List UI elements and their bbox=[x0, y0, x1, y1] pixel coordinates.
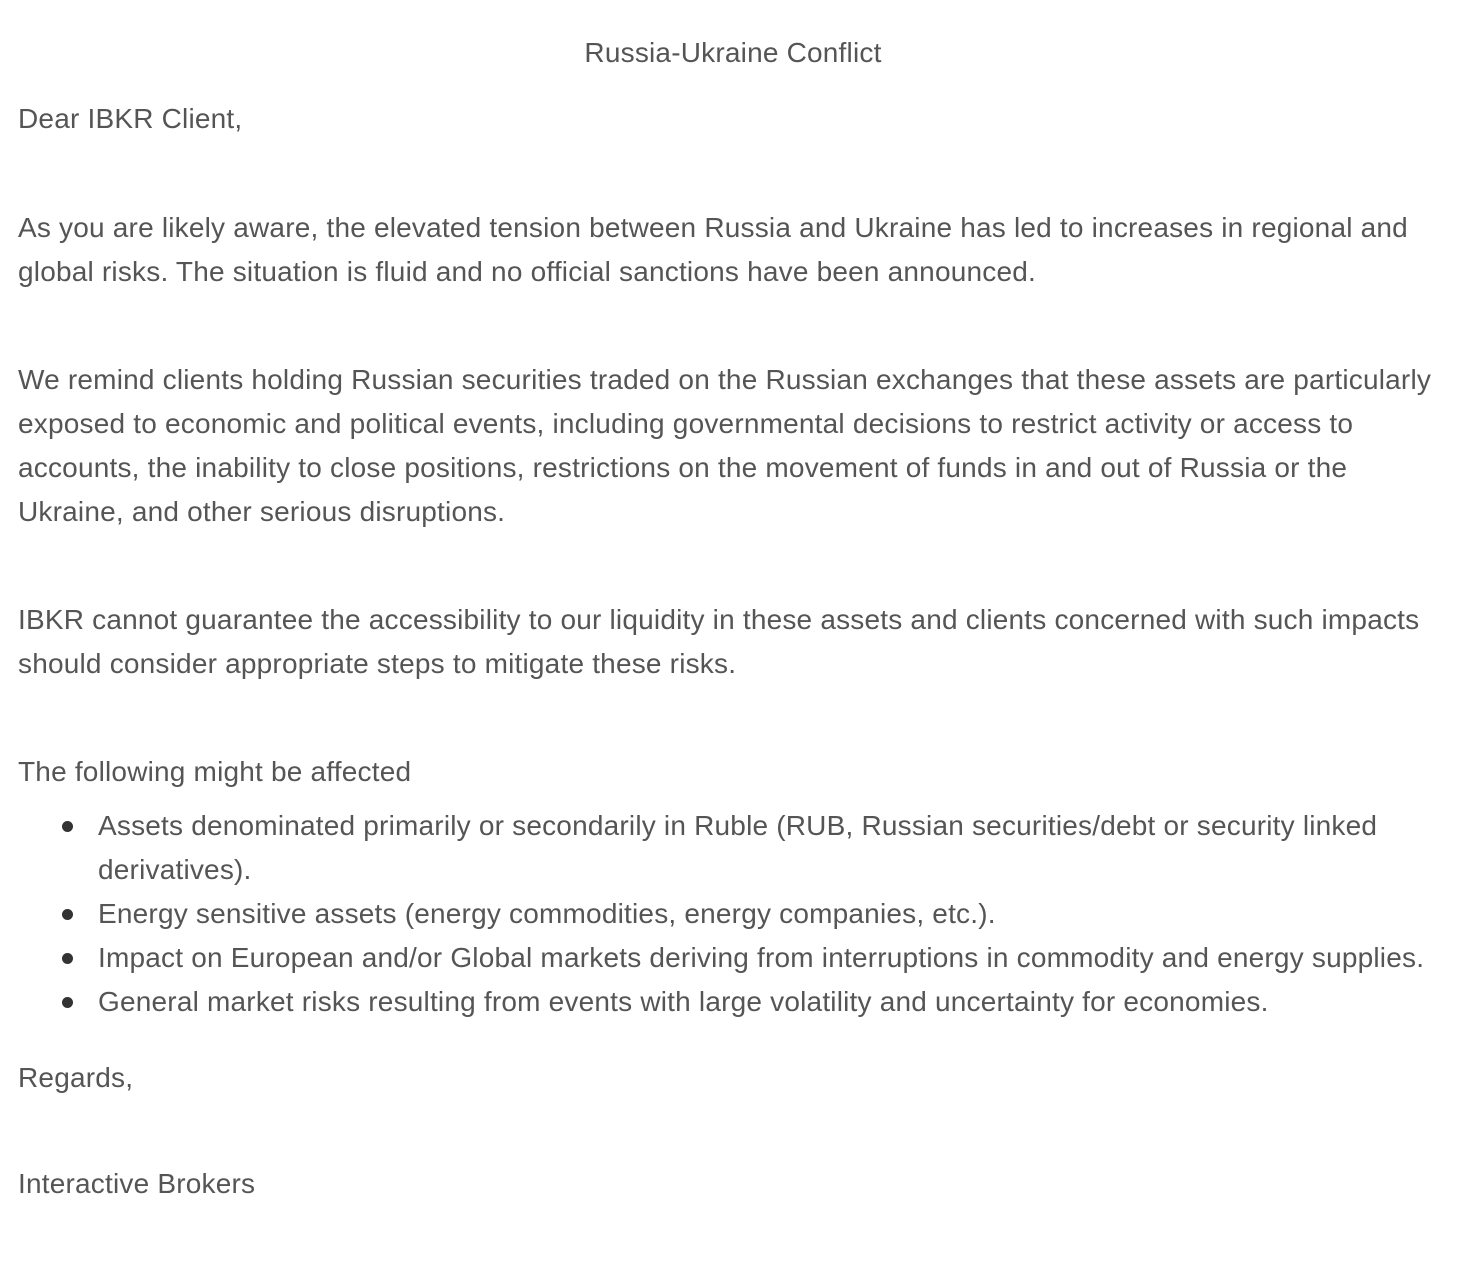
affected-list-intro: The following might be affected bbox=[18, 756, 412, 787]
list-item bbox=[98, 980, 1448, 1024]
list-item-text: Impact on European and/or Global markets deriving from interruptions in commodity and energy supplies. bbox=[98, 942, 1425, 973]
paragraph-russian-securities: We remind clients holding Russian securities traded on the Russian exchanges that these assets are particularly exposed to economic and political events, including governmental decisions to restrict activity or access to accounts, the inability to close positions, restrictions on the movement of funds in and out of Russia or the Ukraine, and other serious disruptions. bbox=[18, 364, 1432, 527]
list-item bbox=[98, 892, 1448, 936]
list-item bbox=[98, 804, 1448, 892]
bullet-icon bbox=[62, 821, 73, 832]
affected-list bbox=[18, 804, 1448, 1024]
paragraph-liquidity-warning: IBKR cannot guarantee the accessibility to our liquidity in these assets and clients concerned with such impacts should consider appropriate steps to mitigate these risks. bbox=[18, 604, 1420, 679]
list-item bbox=[98, 936, 1448, 980]
bullet-icon bbox=[62, 953, 73, 964]
greeting: Dear IBKR Client, bbox=[18, 103, 243, 134]
list-item-text: General market risks resulting from events with large volatility and uncertainty for economies. bbox=[98, 986, 1269, 1017]
list-item-text: Energy sensitive assets (energy commodities, energy companies, etc.). bbox=[98, 898, 996, 929]
closing: Regards, bbox=[18, 1062, 134, 1093]
page-title: Russia-Ukraine Conflict bbox=[584, 37, 882, 68]
signature: Interactive Brokers bbox=[18, 1168, 256, 1199]
bullet-icon bbox=[62, 997, 73, 1008]
bullet-icon bbox=[62, 909, 73, 920]
list-item-text: Assets denominated primarily or secondarily in Ruble (RUB, Russian securities/debt or security linked derivatives). bbox=[98, 810, 1378, 885]
paragraph-risk-overview: As you are likely aware, the elevated tension between Russia and Ukraine has led to increases in regional and global risks. The situation is fluid and no official sanctions have been announced. bbox=[18, 212, 1408, 287]
